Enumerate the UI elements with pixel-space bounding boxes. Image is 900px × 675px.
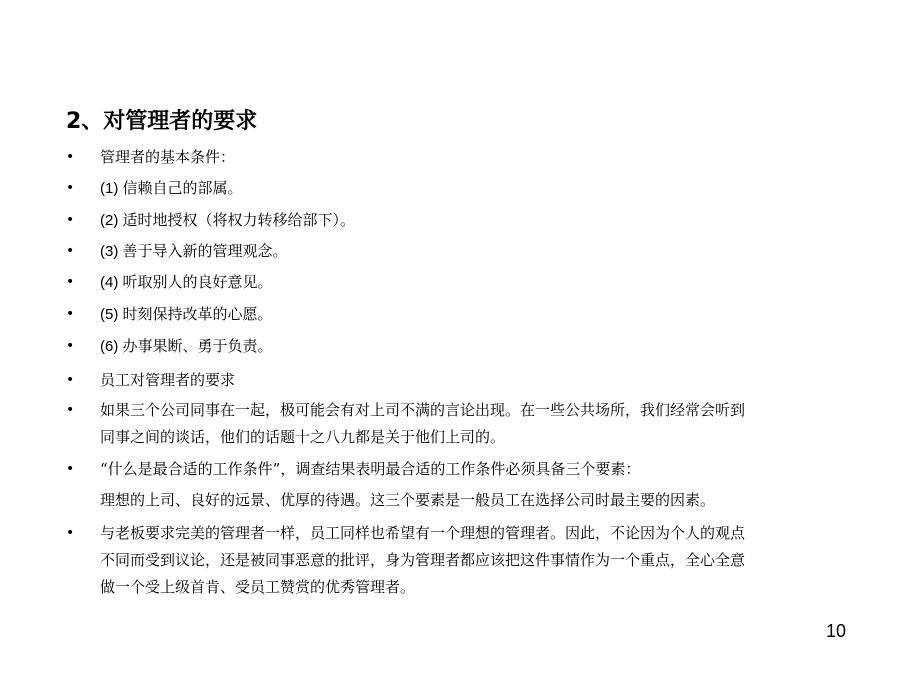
paragraph-line: 同事之间的谈话，他们的话题十之八九都是关于他们上司的。 — [100, 428, 506, 446]
page-number: 10 — [826, 621, 847, 641]
list-item — [66, 175, 866, 202]
paragraph-line: “什么是最合适的工作条件”，调查结果表明最合适的工作条件必须具备三个要素： — [100, 460, 641, 478]
bullet-icon: • — [66, 525, 75, 541]
paragraph-line: 做一个受上级首肯、受员工赞赏的优秀管理者。 — [100, 578, 416, 596]
list-item — [66, 456, 866, 514]
slide-title: 2、对管理者的要求 — [66, 109, 258, 134]
item-text: 时刻保持改革的心愿。 — [122, 305, 273, 323]
item-text: 适时地授权（将权力转移给部下）。 — [122, 211, 356, 229]
bullet-icon: • — [66, 212, 75, 228]
bullet-icon: • — [66, 274, 75, 290]
paragraph-line: 不同而受到议论，还是被同事恶意的批评，身为管理者都应该把这件事情作为一个重点，全心全意 — [100, 551, 746, 569]
list-item — [66, 397, 866, 451]
list-item — [66, 207, 866, 234]
item-number: (2) — [100, 212, 123, 229]
item-text: 善于导入新的管理观念。 — [122, 242, 288, 260]
list-item — [66, 301, 866, 328]
bullet-icon: • — [66, 180, 75, 196]
bullet-text — [100, 269, 870, 296]
bullet-icon: • — [66, 338, 75, 354]
paragraph-line: 如果三个公司同事在一起，极可能会有对上司不满的言论出现。在一些公共场所，我们经常会听到 — [100, 401, 746, 419]
bullet-icon: • — [66, 372, 75, 388]
bullet-icon: • — [66, 402, 75, 418]
bullet-text — [100, 175, 870, 202]
bullet-text — [100, 238, 870, 265]
bullet-icon: • — [66, 243, 75, 259]
item-number: (6) — [100, 338, 123, 355]
paragraph-line: 与老板要求完美的管理者一样，员工同样也希望有一个理想的管理者。因此，不论因为个人的观点 — [100, 524, 746, 542]
bullet-text — [100, 207, 870, 234]
item-number: (4) — [100, 274, 123, 291]
bullet-text: 员工对管理者的要求 — [100, 371, 236, 389]
list-item — [66, 333, 866, 360]
list-item — [66, 238, 866, 265]
item-text: 听取别人的良好意见。 — [122, 273, 273, 291]
list-item — [66, 269, 866, 296]
item-number: (5) — [100, 306, 123, 323]
bullet-icon: • — [66, 306, 75, 322]
bullet-icon: • — [66, 149, 75, 165]
list-item — [66, 144, 866, 171]
bullet-text: 管理者的基本条件： — [100, 148, 236, 166]
bullet-text — [100, 333, 870, 360]
item-number: (1) — [100, 180, 123, 197]
item-number: (3) — [100, 243, 123, 260]
list-item — [66, 367, 866, 394]
list-item — [66, 520, 866, 601]
paragraph-line: 理想的上司、良好的远景、优厚的待遇。这三个要素是一般员工在选择公司时最主要的因素。 — [100, 491, 716, 509]
bullet-icon: • — [66, 461, 75, 477]
item-text: 信赖自己的部属。 — [122, 179, 243, 197]
bullet-text — [100, 301, 870, 328]
item-text: 办事果断、勇于负责。 — [122, 337, 273, 355]
